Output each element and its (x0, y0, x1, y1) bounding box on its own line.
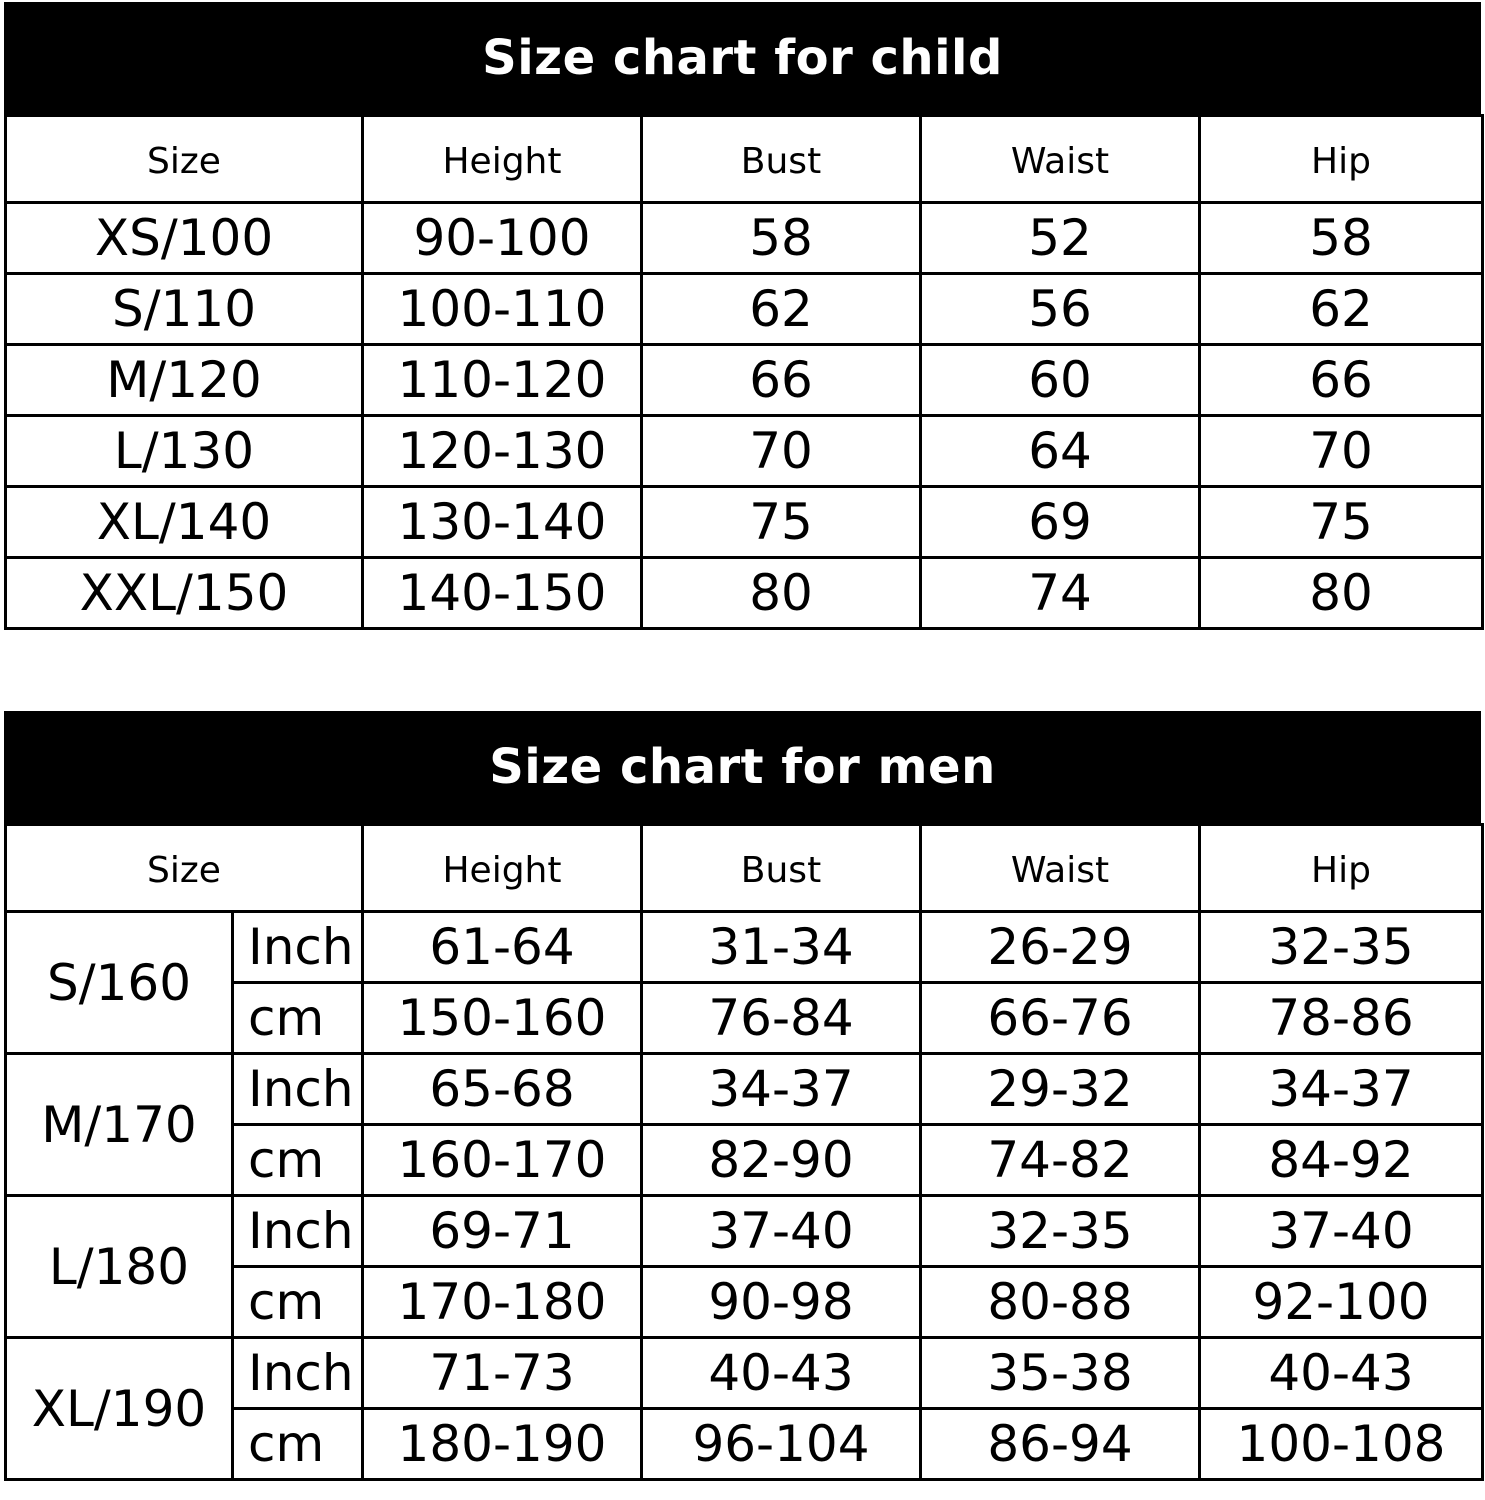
child-size-table (4, 114, 1484, 630)
table-row (6, 1196, 1483, 1267)
cell-waist: 29-32 (921, 1054, 1200, 1125)
cell-waist: 60 (921, 345, 1200, 416)
cell-waist: 35-38 (921, 1338, 1200, 1409)
cell-height: 160-170 (363, 1125, 642, 1196)
cell-size: XXL/150 (6, 558, 363, 629)
column-header-bust: Bust (642, 825, 921, 912)
column-header-waist: Waist (921, 825, 1200, 912)
cell-hip: 34-37 (1200, 1054, 1483, 1125)
cell-hip: 70 (1200, 416, 1483, 487)
cell-height: 130-140 (363, 487, 642, 558)
cell-waist: 69 (921, 487, 1200, 558)
men-size-table (4, 823, 1484, 1481)
cell-hip: 62 (1200, 274, 1483, 345)
cell-height: 65-68 (363, 1054, 642, 1125)
cell-hip: 75 (1200, 487, 1483, 558)
cell-hip: 84-92 (1200, 1125, 1483, 1196)
cell-bust: 34-37 (642, 1054, 921, 1125)
child-size-chart (4, 2, 1481, 630)
cell-bust: 80 (642, 558, 921, 629)
cell-unit: cm (233, 1125, 363, 1196)
cell-bust: 76-84 (642, 983, 921, 1054)
column-header-hip: Hip (1200, 825, 1483, 912)
cell-size: S/110 (6, 274, 363, 345)
cell-waist: 56 (921, 274, 1200, 345)
men-size-chart (4, 711, 1481, 1481)
header-row (6, 116, 1483, 203)
cell-hip: 58 (1200, 203, 1483, 274)
cell-hip: 66 (1200, 345, 1483, 416)
cell-bust: 66 (642, 345, 921, 416)
cell-bust: 75 (642, 487, 921, 558)
cell-hip: 37-40 (1200, 1196, 1483, 1267)
table-row (6, 558, 1483, 629)
table-row (6, 345, 1483, 416)
cell-unit: Inch (233, 1054, 363, 1125)
cell-waist: 52 (921, 203, 1200, 274)
cell-bust: 37-40 (642, 1196, 921, 1267)
table-row (6, 487, 1483, 558)
column-header-hip: Hip (1200, 116, 1483, 203)
cell-waist: 86-94 (921, 1409, 1200, 1480)
cell-bust: 58 (642, 203, 921, 274)
child-chart-title: Size chart for child (4, 2, 1481, 114)
men-chart-title: Size chart for men (4, 711, 1481, 823)
cell-hip: 32-35 (1200, 912, 1483, 983)
cell-size: XS/100 (6, 203, 363, 274)
column-header-size: Size (6, 825, 363, 912)
cell-height: 90-100 (363, 203, 642, 274)
table-row (6, 912, 1483, 983)
cell-unit: cm (233, 1409, 363, 1480)
cell-bust: 70 (642, 416, 921, 487)
cell-height: 69-71 (363, 1196, 642, 1267)
cell-bust: 90-98 (642, 1267, 921, 1338)
cell-size: L/180 (6, 1196, 233, 1338)
cell-height: 71-73 (363, 1338, 642, 1409)
cell-size: L/130 (6, 416, 363, 487)
cell-bust: 62 (642, 274, 921, 345)
cell-waist: 74-82 (921, 1125, 1200, 1196)
cell-size: M/120 (6, 345, 363, 416)
cell-height: 150-160 (363, 983, 642, 1054)
cell-height: 180-190 (363, 1409, 642, 1480)
cell-hip: 92-100 (1200, 1267, 1483, 1338)
header-row (6, 825, 1483, 912)
table-row (6, 1338, 1483, 1409)
table-row (6, 203, 1483, 274)
cell-waist: 64 (921, 416, 1200, 487)
column-header-height: Height (363, 825, 642, 912)
column-header-size: Size (6, 116, 363, 203)
cell-bust: 96-104 (642, 1409, 921, 1480)
cell-waist: 74 (921, 558, 1200, 629)
cell-size: M/170 (6, 1054, 233, 1196)
cell-height: 110-120 (363, 345, 642, 416)
cell-height: 140-150 (363, 558, 642, 629)
cell-height: 61-64 (363, 912, 642, 983)
cell-unit: cm (233, 983, 363, 1054)
cell-waist: 32-35 (921, 1196, 1200, 1267)
table-row (6, 416, 1483, 487)
table-row (6, 1054, 1483, 1125)
column-header-waist: Waist (921, 116, 1200, 203)
cell-waist: 66-76 (921, 983, 1200, 1054)
cell-waist: 26-29 (921, 912, 1200, 983)
cell-unit: Inch (233, 1338, 363, 1409)
cell-bust: 82-90 (642, 1125, 921, 1196)
cell-height: 120-130 (363, 416, 642, 487)
column-header-bust: Bust (642, 116, 921, 203)
cell-hip: 100-108 (1200, 1409, 1483, 1480)
cell-unit: cm (233, 1267, 363, 1338)
cell-bust: 31-34 (642, 912, 921, 983)
cell-hip: 40-43 (1200, 1338, 1483, 1409)
cell-unit: Inch (233, 912, 363, 983)
cell-height: 100-110 (363, 274, 642, 345)
cell-unit: Inch (233, 1196, 363, 1267)
cell-waist: 80-88 (921, 1267, 1200, 1338)
cell-hip: 80 (1200, 558, 1483, 629)
table-row (6, 274, 1483, 345)
cell-size: XL/190 (6, 1338, 233, 1480)
cell-hip: 78-86 (1200, 983, 1483, 1054)
cell-height: 170-180 (363, 1267, 642, 1338)
column-header-height: Height (363, 116, 642, 203)
cell-bust: 40-43 (642, 1338, 921, 1409)
cell-size: S/160 (6, 912, 233, 1054)
cell-size: XL/140 (6, 487, 363, 558)
